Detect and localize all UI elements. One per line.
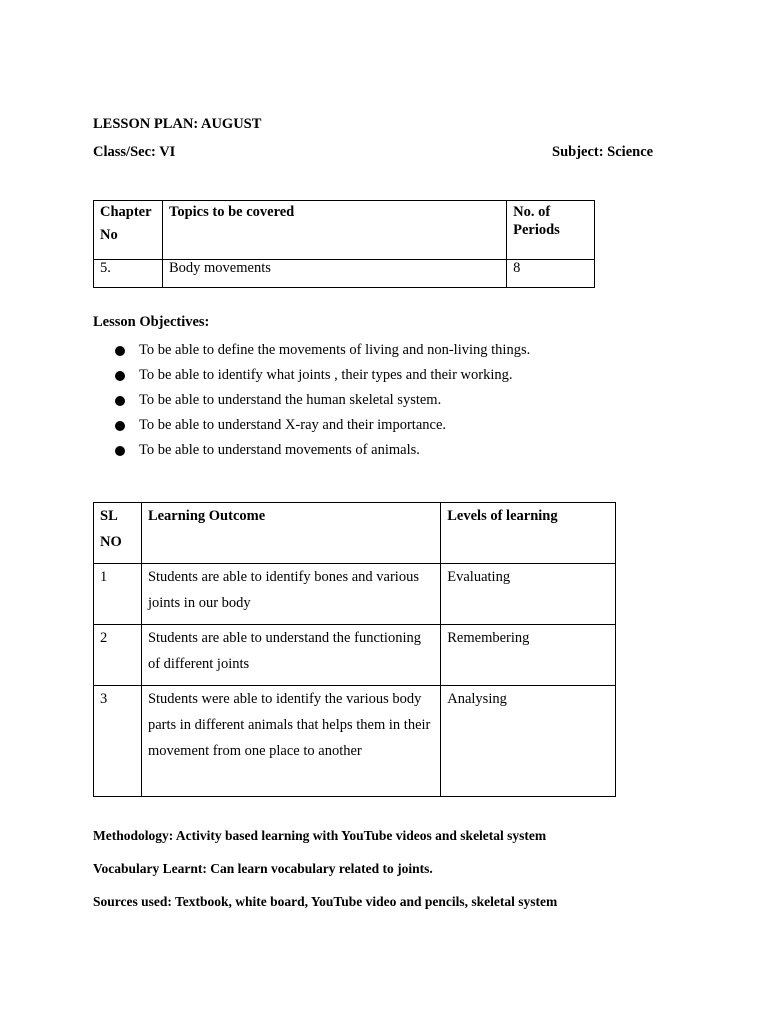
- subject: Subject: Science: [552, 144, 654, 160]
- objective-text: To be able to understand movements of animals.: [139, 442, 420, 458]
- header-topics: Topics to be covered: [162, 201, 506, 260]
- objective-text: To be able to define the movements of living and non-living things.: [139, 342, 531, 358]
- bullet-icon: [115, 346, 125, 356]
- outcome-text: Students are able to understand the functioning of different joints: [147, 630, 421, 672]
- table-row: [94, 686, 616, 797]
- table-row: [94, 260, 595, 288]
- bullet-icon: [115, 446, 125, 456]
- header-chapter-line1: Chapter: [100, 204, 152, 220]
- header-sl-line1: SL: [100, 508, 118, 524]
- bullet-icon: [115, 421, 125, 431]
- outcome-cell: [141, 625, 440, 686]
- list-item: [93, 413, 530, 438]
- chapter-table: [93, 200, 595, 288]
- table-header-row: [94, 201, 595, 260]
- outcome-text: Students are able to identify bones and various joints in our body: [147, 569, 419, 611]
- page-title: LESSON PLAN: AUGUST: [93, 116, 262, 132]
- list-item: [93, 338, 530, 363]
- header-sl-no: [94, 503, 142, 564]
- header-periods-label: No. of Periods: [513, 204, 560, 238]
- header-levels: Levels of learning: [441, 503, 616, 564]
- bullet-icon: [115, 396, 125, 406]
- sl-cell: 2: [94, 625, 142, 686]
- objectives-list: [93, 338, 530, 463]
- outcome-cell: [141, 686, 440, 797]
- objective-text: To be able to understand X-ray and their importance.: [139, 417, 446, 433]
- header-sl-line2: NO: [100, 534, 122, 550]
- topic-cell: Body movements: [162, 260, 506, 288]
- outcome-cell: [141, 564, 440, 625]
- table-row: [94, 625, 616, 686]
- sl-cell: 1: [94, 564, 142, 625]
- table-header-row: [94, 503, 616, 564]
- periods-cell: 8: [507, 260, 595, 288]
- level-cell: Remembering: [441, 625, 616, 686]
- header-chapter-no: [94, 201, 163, 260]
- objective-text: To be able to identify what joints , their types and their working.: [139, 367, 513, 383]
- list-item: [93, 363, 530, 388]
- sl-cell: 3: [94, 686, 142, 797]
- level-cell: Evaluating: [441, 564, 616, 625]
- list-item: [93, 388, 530, 413]
- learning-outcome-table: [93, 502, 616, 797]
- class-section: Class/Sec: VI: [93, 144, 176, 160]
- header-chapter-line2: No: [100, 227, 118, 243]
- objectives-heading: Lesson Objectives:: [93, 314, 210, 330]
- methodology: Methodology: Activity based learning with YouTube videos and skeletal system: [93, 828, 547, 843]
- header-periods: [507, 201, 595, 260]
- list-item: [93, 438, 530, 463]
- bullet-icon: [115, 371, 125, 381]
- vocabulary-learnt: Vocabulary Learnt: Can learn vocabulary related to joints.: [93, 861, 433, 876]
- objective-text: To be able to understand the human skeletal system.: [139, 392, 442, 408]
- sources-used: Sources used: Textbook, white board, YouTube video and pencils, skeletal system: [93, 894, 558, 909]
- level-cell: Analysing: [441, 686, 616, 797]
- outcome-text: Students were able to identify the various body parts in different animals that helps them in their movement from one place to another: [147, 691, 431, 759]
- header-learning-outcome: Learning Outcome: [141, 503, 440, 564]
- table-row: [94, 564, 616, 625]
- chapter-cell: 5.: [94, 260, 163, 288]
